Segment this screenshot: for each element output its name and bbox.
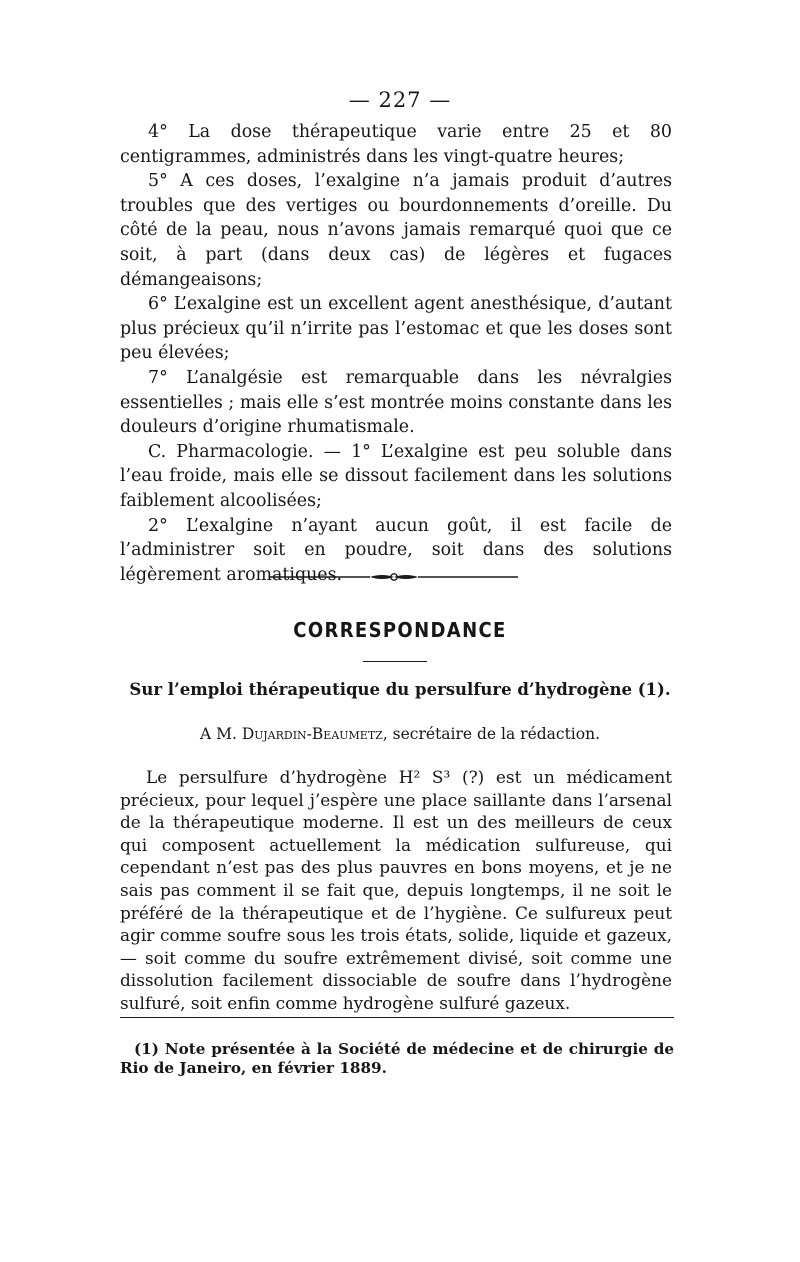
body-text	[120, 120, 672, 587]
paragraph-side-effects: 5° A ces doses, l’exalgine n’a jamais produit d’autres troubles que des vertiges ou bourdonnements d’oreille. Du côté de la peau, nous n’avons jamais remarqué quoi que ce soit, à part (dans deux cas) de légères et fugaces démangeaisons;	[120, 171, 672, 290]
article-paragraph: Le persulfure d’hydrogène H² S³ (?) est un médicament précieux, pour lequel j’espère une place saillante dans l’arsenal de la thérapeutique moderne. Il est un des meilleurs de ceux qui composent actuellement la médication sulfureuse, qui cependant n’est pas des plus pauvres en bons moyens, et je ne sais pas comment il se fait que, depuis longtemps, il ne soit le préféré de la thérapeutique et de l’hygiène. Ce sulfureux peut agir comme soufre sous les trois états, solide, liquide et gazeux, — soit comme du soufre extrêmement divisé, soit comme une dissolution facilement dissociable de soufre dans l’hydrogène sulfuré, soit enfin comme hydrogène sulfuré gazeux.	[120, 767, 672, 1013]
article-body	[120, 766, 672, 1015]
dedication-suffix: , secrétaire de la rédaction.	[382, 725, 601, 743]
paragraph-anesthetic: 6° L’exalgine est un excellent agent anesthésique, d’autant plus précieux qu’il n’irrite pas l’estomac et que les doses sont peu élevées;	[120, 294, 672, 364]
dedication-prefix: A M.	[199, 725, 237, 743]
paragraph-pharmacology: C. Pharmacologie. — 1° L’exalgine est peu soluble dans l’eau froide, mais elle se dissout facilement dans les solutions faiblement alcoolisées;	[120, 441, 672, 511]
section-title: CORRESPONDANCE	[293, 618, 507, 642]
ornament-divider-icon	[270, 570, 518, 584]
paragraph-dose: 4° La dose thérapeutique varie entre 25 et 80 centigrammes, administrés dans les vingt-quatre heures;	[120, 122, 672, 167]
footnote	[120, 1040, 674, 1078]
page-number: — 227 —	[348, 88, 452, 112]
footnote-text: (1) Note présentée à la Société de médecine et de chirurgie de Rio de Janeiro, en février 1889.	[120, 1040, 674, 1077]
paragraph-administration: 2° L’exalgine n’ayant aucun goût, il est facile de l’administrer soit en poudre, soit dans des solutions légèrement aromatiques.	[120, 515, 672, 585]
dedication	[120, 725, 680, 743]
paragraph-analgesia: 7° L’analgésie est remarquable dans les névralgies essentielles ; mais elle s’est montrée moins constante dans les douleurs d’origine rhumatismale.	[120, 367, 672, 438]
footnote-rule	[120, 1017, 674, 1018]
title-rule	[363, 661, 427, 662]
dedication-name: Dujardin-Beaumetz	[241, 725, 383, 743]
article-title: Sur l’emploi thérapeutique du persulfure d’hydrogène (1).	[129, 680, 671, 699]
